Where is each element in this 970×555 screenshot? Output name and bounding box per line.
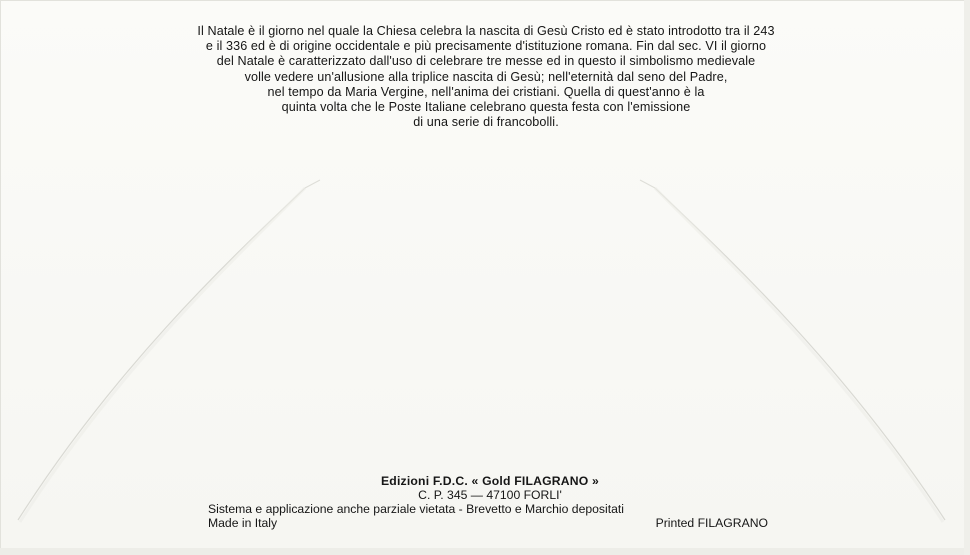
description-line: e il 336 ed è di origine occidentale e più precisamente d'istituzione romana. Fin dal sec. VI il giorno	[205, 39, 767, 54]
publisher-address: C. P. 345 — 47100 FORLI'	[418, 488, 562, 502]
description-line: quinta volta che le Poste Italiane celebrano questa festa con l'emissione	[281, 100, 691, 115]
publisher-imprint	[200, 474, 780, 530]
christmas-description-text	[96, 24, 876, 130]
description-line: di una serie di francobolli.	[413, 115, 559, 130]
imprint-bottom-row	[200, 516, 780, 530]
description-line: volle vedere un'allusione alla triplice nascita di Gesù; nell'eternità dal seno del Padre,	[244, 69, 728, 84]
description-line: nel tempo da Maria Vergine, nell'anima dei cristiani. Quella di quest'anno è la	[267, 84, 705, 99]
origin-label: Made in Italy	[208, 516, 278, 530]
description-line: del Natale è caratterizzato dall'uso di celebrare tre messe ed in questo il simbolismo medievale	[216, 54, 756, 69]
left-flap-edge	[18, 188, 305, 520]
rights-notice: Sistema e applicazione anche parziale vietata - Brevetto e Marchio depositati	[208, 502, 624, 516]
description-line: Il Natale è il giorno nel quale la Chiesa celebra la nascita di Gesù Cristo ed è stato introdotto tra il 243	[197, 24, 775, 38]
publisher-edition: Edizioni F.D.C. « Gold FILAGRANO »	[380, 474, 600, 488]
printer-label: Printed FILAGRANO	[655, 516, 768, 530]
right-flap-edge	[655, 188, 945, 520]
